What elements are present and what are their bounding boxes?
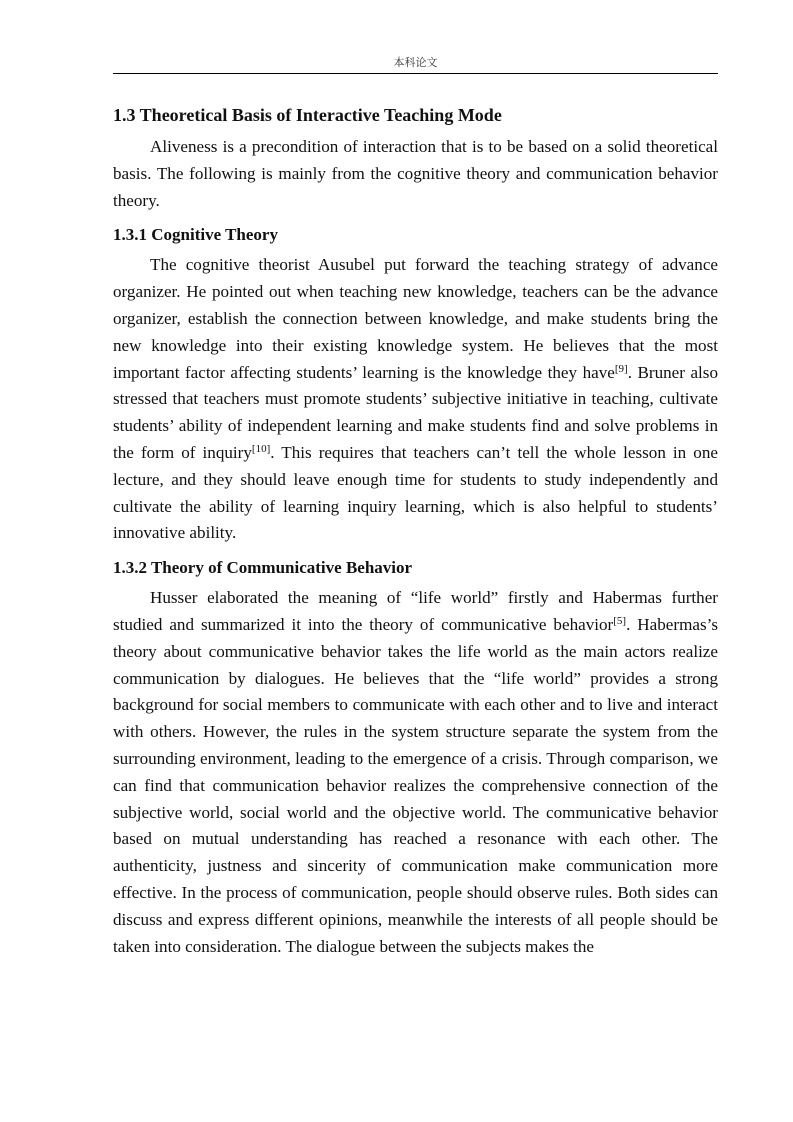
paragraph-text: . Habermas’s theory about communicative behavior takes the life world as the main actors realize communication by dialogues. He believes that the “life world” provides a strong background for social members to communicate with each other and to live and interact with others. However, the rules in the system structure separate the system from the surrounding environment, leading to the emergence of a crisis. Through comparison, we can find that communication behavior realizes the comprehensive connection of the subjective world, social world and the objective world. The communicative behavior based on mutual understanding has reached a resonance with each other. The authenticity, justness and sincerity of communication make communication more effective. In the process of communication, people should observe rules. Both sides can discuss and express different opinions, meanwhile the interests of all people should be taken into consideration. The dialogue between the subjects makes the — [113, 614, 718, 956]
section-heading: 1.3 Theoretical Basis of Interactive Teaching Mode — [113, 105, 502, 125]
citation-marker: [9] — [614, 362, 628, 375]
communicative-behavior-paragraph — [113, 585, 718, 960]
paragraph-text: Husser elaborated the meaning of “life world” firstly and Habermas further studied and summarized it into the theory of communicative behavior — [113, 588, 718, 634]
cognitive-theory-paragraph — [113, 252, 718, 547]
subsection-heading-communicative: 1.3.2 Theory of Communicative Behavior — [113, 558, 413, 578]
citation-marker: [10] — [251, 442, 271, 455]
section-intro-paragraph: Aliveness is a precondition of interaction that is to be based on a solid theoretical basis. The following is mainly from the cognitive theory and communication behavior theory. — [113, 137, 718, 210]
citation-marker: [5] — [613, 614, 627, 627]
paragraph-text: The cognitive theorist Ausubel put forward the teaching strategy of advance organizer. He pointed out when teaching new knowledge, teachers can be the advance organizer, establish the connection between knowledge, and make students bring the new knowledge into their existing knowledge system. He believes that the most important factor affecting students’ learning is the knowledge they have — [113, 255, 718, 382]
page-body — [113, 102, 718, 960]
running-header: 本科论文 — [393, 56, 438, 69]
paragraph-text: . This requires that teachers can’t tell the whole lesson in one lecture, and they should leave enough time for students to study independently and cultivate the ability of learning inquiry learning, which is also helpful to students’ innovative ability. — [113, 442, 718, 543]
header-rule — [113, 73, 718, 74]
paragraph-text: . Bruner also stressed that teachers must promote students’ subjective initiative in teaching, cultivate students’ ability of independent learning and make students find and solve problems in the form of inquiry — [113, 362, 718, 462]
subsection-heading-cognitive: 1.3.1 Cognitive Theory — [113, 225, 278, 245]
